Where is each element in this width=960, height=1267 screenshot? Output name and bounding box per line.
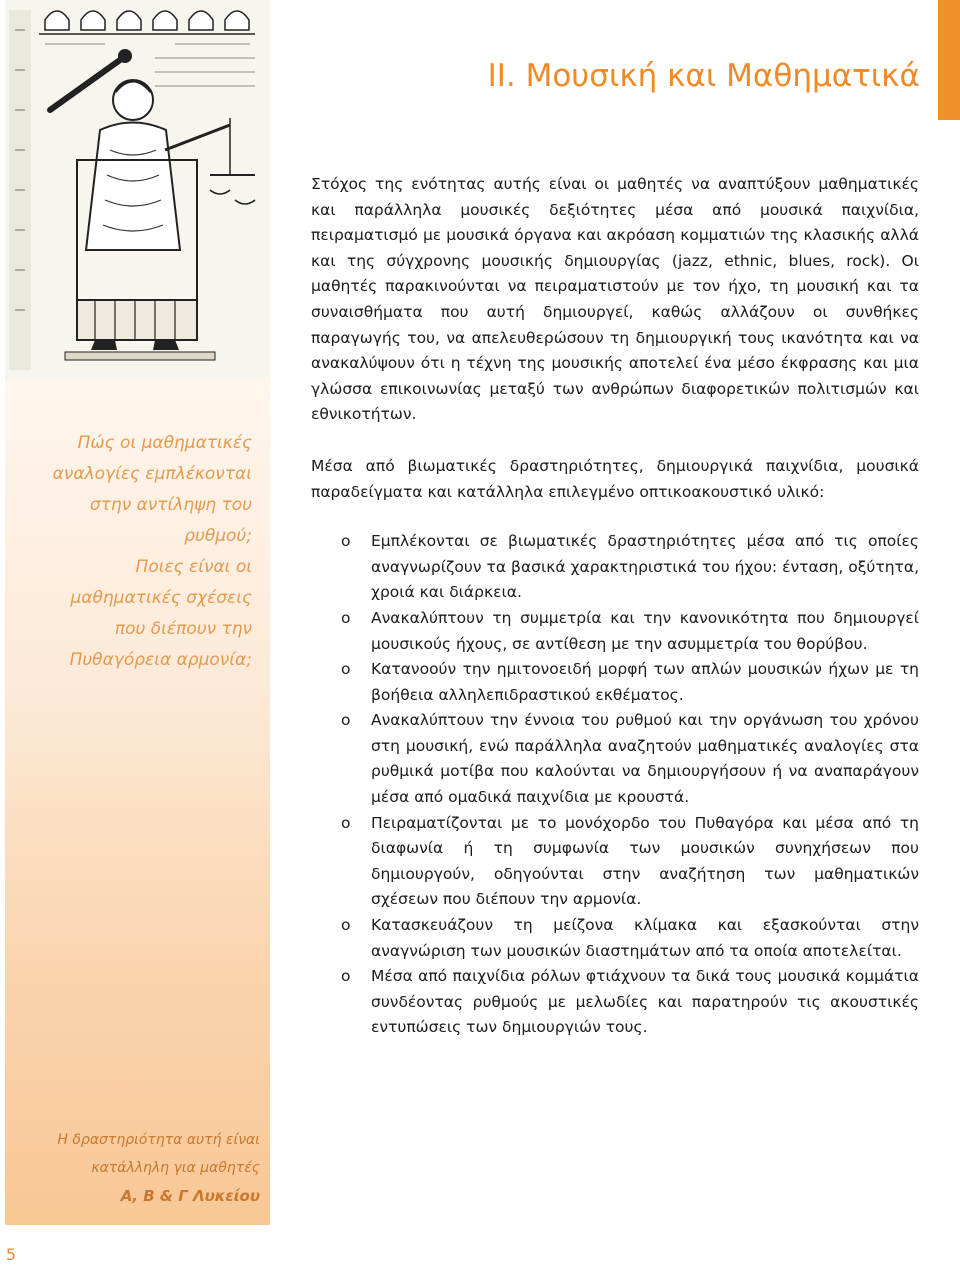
question-line: Πυθαγόρεια αρμονία;	[69, 650, 252, 670]
audience-note	[12, 1126, 260, 1210]
intro-paragraph-2: Μέσα από βιωματικές δραστηριότητες, δημιουργικά παιχνίδια, μουσικά παραδείγματα και κατάλληλα επιλεγμένο οπτικοακουστικό υλικό:	[311, 456, 919, 501]
list-item	[311, 913, 919, 964]
main-content	[311, 172, 919, 1041]
question-line: μαθηματικές σχέσεις	[70, 588, 252, 608]
manuscript-illustration	[5, 0, 270, 380]
question-line: στην αντίληψη του	[89, 495, 252, 515]
list-item-text: Πειραματίζονται με το μονόχορδο του Πυθαγόρα και μέσα από τη διαφωνία ή τη συμφωνία των μουσικών συνηχήσεων που δημιουργούν, οδηγούνται στην αναζήτηση των μαθηματικών σχέσεων που διέπουν την αρμονία.	[371, 813, 919, 909]
list-item-text: Εμπλέκονται σε βιωματικές δραστηριότητες μέσα από τις οποίες αναγνωρίζουν τα βασικά χαρακτηριστικά του ήχου: ένταση, οξύτητα, χροιά και διάρκεια.	[371, 532, 919, 602]
bullet-marker: o	[341, 967, 351, 986]
page-title: ΙΙ. Μουσική και Μαθηματικά	[487, 58, 920, 94]
question-line: αναλογίες εμπλέκονται	[52, 464, 252, 484]
page-number: 5	[5, 1245, 17, 1264]
list-item-text: Ανακαλύπτουν την έννοια του ρυθμού και την οργάνωση του χρόνου στη μουσική, ενώ παράλληλα αναζητούν μαθηματικές αναλογίες στα ρυθμικά μοτίβα που καλούνται να δημιουργήσουν ή να αναπαράγουν μέσα από ομαδικά παιχνίδια με κρουστά.	[371, 711, 919, 807]
list-item-text: Μέσα από παιχνίδια ρόλων φτιάχνουν τα δικά τους μουσικά κομμάτια συνδέοντας ρυθμούς με μελωδίες και παρατηρούν τις ακουστικές εντυπώσεις των δημιουργιών τους.	[371, 967, 919, 1037]
list-item-text: Κατανοούν την ημιτονοειδή μορφή των απλών μουσικών ήχων με τη βοήθεια αλληλεπιδραστικού εκθέματος.	[371, 660, 919, 704]
bullet-marker: o	[341, 711, 351, 730]
bullet-marker: o	[341, 532, 351, 551]
sidebar-question	[12, 428, 252, 676]
bullet-marker: o	[341, 916, 351, 935]
question-line: Ποιες είναι οι	[135, 557, 252, 577]
list-item	[311, 529, 919, 606]
list-item	[311, 606, 919, 657]
audience-grade: Α, Β & Γ Λυκείου	[120, 1187, 260, 1205]
bullet-marker: o	[341, 813, 351, 832]
bullet-marker: o	[341, 608, 351, 627]
list-item	[311, 657, 919, 708]
intro-paragraph: Στόχος της ενότητας αυτής είναι οι μαθητές να αναπτύξουν μαθηματικές και παράλληλα μουσικές δεξιότητες μέσα από μουσικά παιχνίδια, πειραματισμό με μουσικά όργανα και ακρόαση κομματιών της κλασικής αλλά και της σύγχρονης μουσικής δημιουργίας (jazz, ethnic, blues, rock). Οι μαθητές παρακινούνται να πειραματιστούν με τον ήχο, τη μουσική και τα συναισθήματα που αυτή δημιουργεί, καθώς αλλάζουν οι συνθήκες παραγωγής του, να απελευθερώσουν τη δημιουργική τους ικανότητα και να ανακαλύψουν ότι η τέχνη της μουσικής αποτελεί ένα μέσο έκφρασης και μια γλώσσα επικοινωνίας μεταξύ των ανθρώπων διαφορετικών πολιτισμών και εθνικοτήτων.	[311, 175, 919, 424]
audience-line: κατάλληλη για μαθητές	[91, 1160, 260, 1176]
question-line: ρυθμού;	[184, 526, 252, 546]
list-item-text: Κατασκευάζουν τη μείζονα κλίμακα και εξασκούνται στην αναγνώριση των μουσικών διαστημάτων από τα οποία αποτελείται.	[371, 916, 919, 960]
musician-with-bells-icon	[5, 0, 270, 380]
list-item	[311, 708, 919, 810]
list-item	[311, 811, 919, 913]
section-tab-marker	[938, 0, 960, 120]
question-line: που διέπουν την	[114, 619, 252, 639]
list-item	[311, 964, 919, 1041]
question-line: Πώς οι μαθηματικές	[77, 433, 252, 453]
bullet-marker: o	[341, 660, 351, 679]
activity-list	[311, 529, 919, 1041]
audience-line: Η δραστηριότητα αυτή είναι	[57, 1132, 260, 1148]
list-item-text: Ανακαλύπτουν τη συμμετρία και την κανονικότητα που δημιουργεί μουσικούς ήχους, σε αντίθεση με την ασυμμετρία του θορύβου.	[371, 608, 919, 653]
